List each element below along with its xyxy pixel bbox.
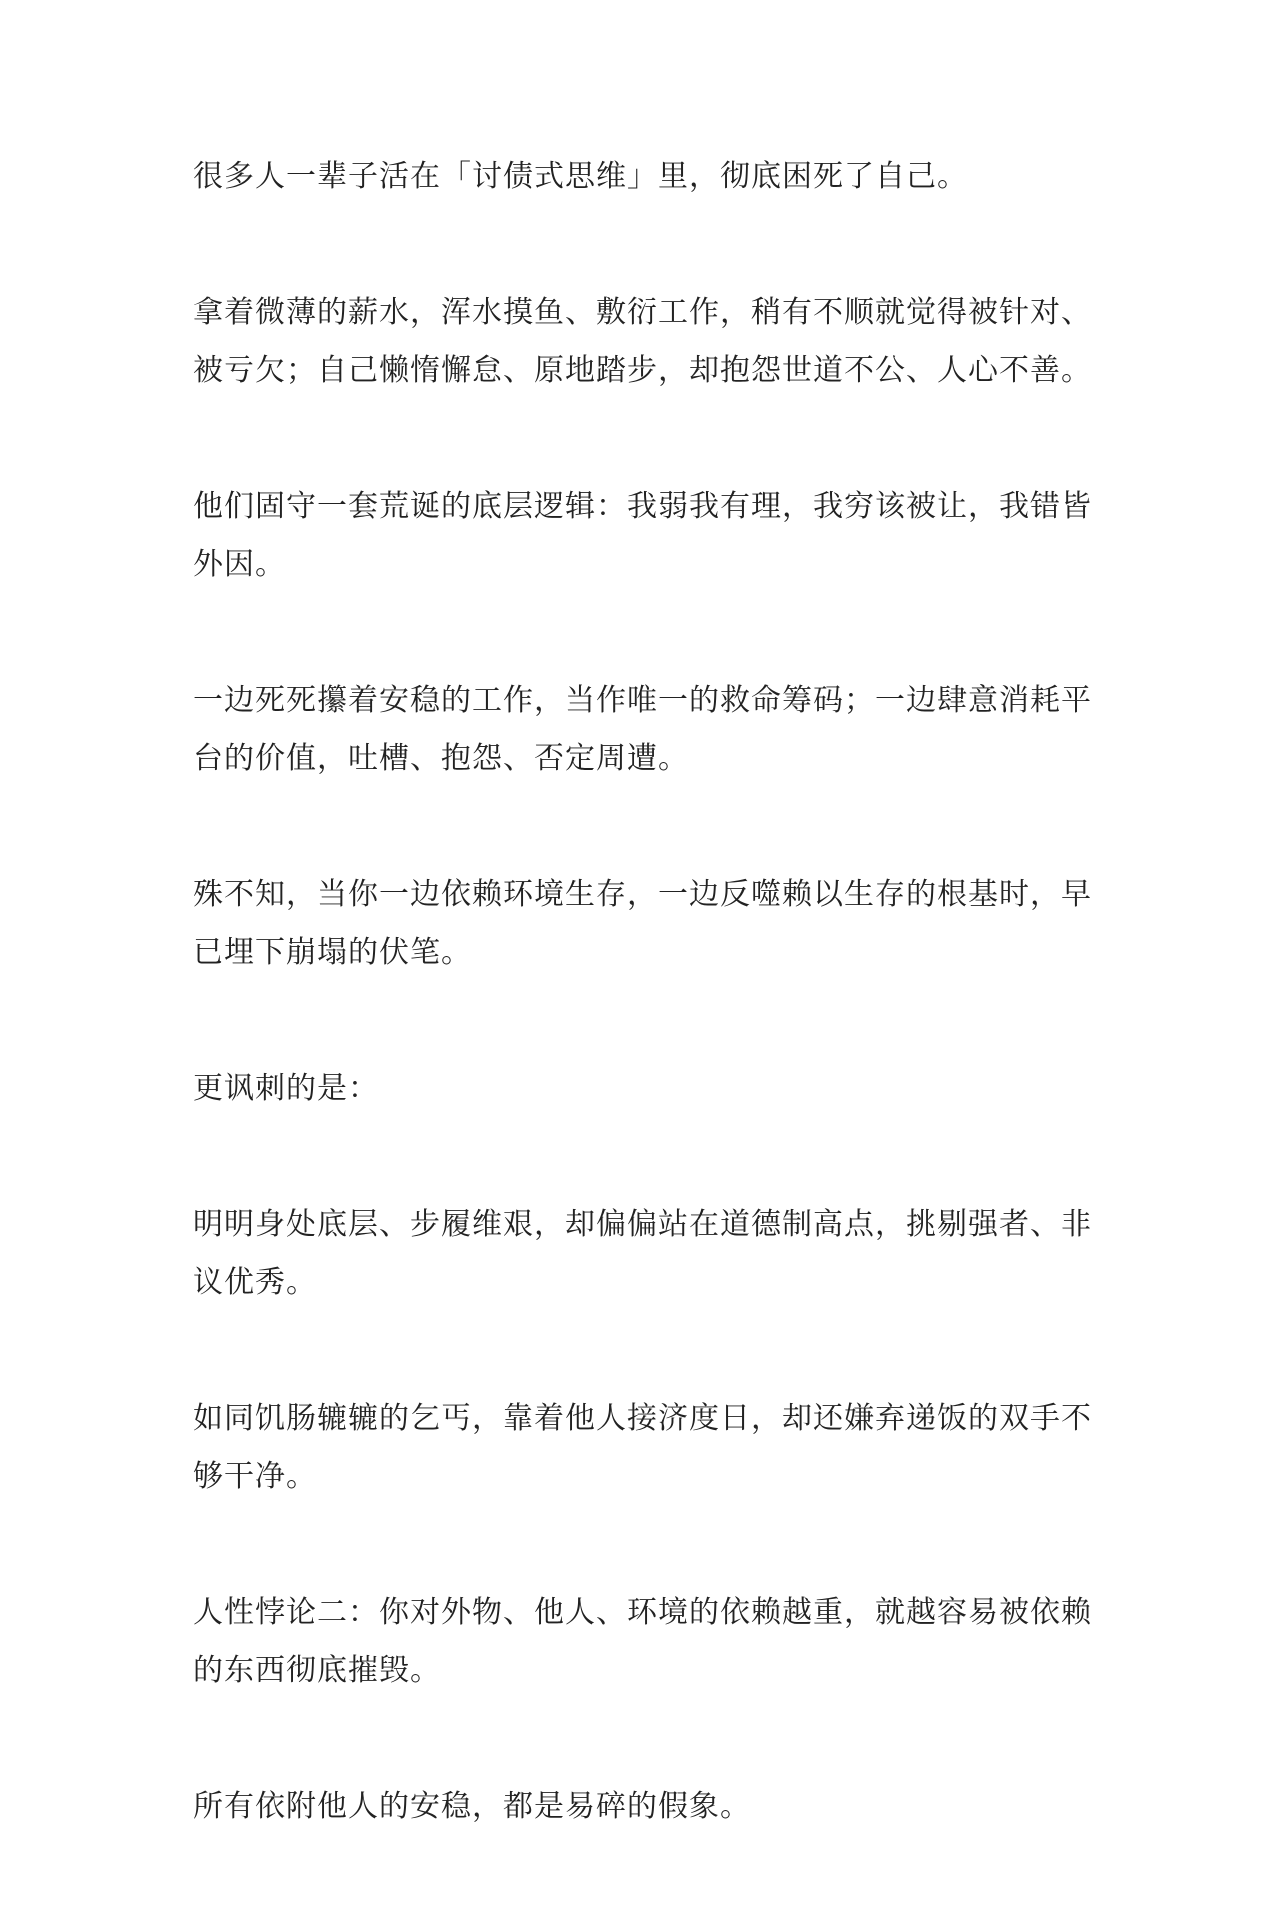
paragraph: 很多人一辈子活在「讨债式思维」里，彻底困死了自己。 [193,159,968,194]
paragraph: 如同饥肠辘辘的乞丐，靠着他人接济度日，却还嫌弃递饭的双手不够干净。 [193,1401,1092,1494]
paragraph: 更讽刺的是： [193,1071,379,1106]
paragraph: 他们固守一套荒诞的底层逻辑：我弱我有理，我穷该被让，我错皆外因。 [193,489,1092,582]
paragraph: 一边死死攥着安稳的工作，当作唯一的救命筹码；一边肆意消耗平台的价值，吐槽、抱怨、否定周遭。 [193,683,1092,776]
paragraph: 拿着微薄的薪水，浑水摸鱼、敷衍工作，稍有不顺就觉得被针对、被亏欠；自己懒惰懈怠、原地踏步，却抱怨世道不公、人心不善。 [193,295,1092,388]
paragraph: 殊不知，当你一边依赖环境生存，一边反噬赖以生存的根基时，早已埋下崩塌的伏笔。 [193,877,1092,970]
article-body [193,148,1093,1914]
paragraph: 所有依附他人的安稳，都是易碎的假象。 [193,1789,751,1824]
paragraph: 明明身处底层、步履维艰，却偏偏站在道德制高点，挑剔强者、非议优秀。 [193,1207,1092,1300]
paragraph: 人性悖论二：你对外物、他人、环境的依赖越重，就越容易被依赖的东西彻底摧毁。 [193,1595,1092,1688]
